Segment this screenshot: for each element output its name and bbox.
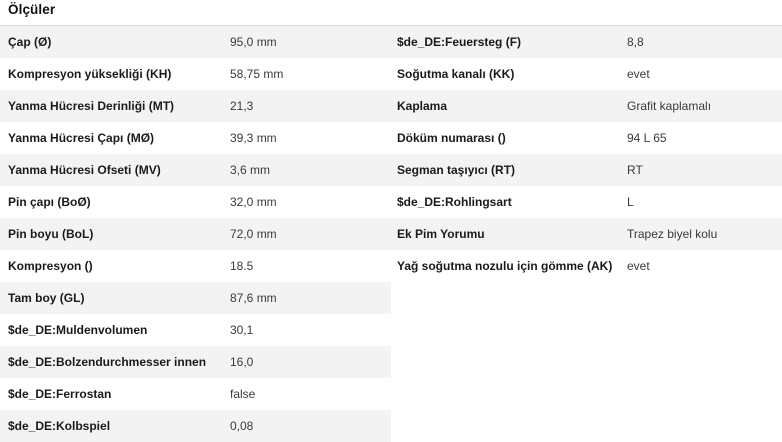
spec-value: evet xyxy=(627,259,650,273)
spec-value: false xyxy=(230,387,256,401)
table-row xyxy=(0,378,391,410)
spec-value: 16,0 xyxy=(230,355,254,369)
spec-value: 87,6 mm xyxy=(230,291,277,305)
spec-label: Kompresyon yüksekliği (KH) xyxy=(8,67,172,81)
spec-label: $de_DE:Ferrostan xyxy=(8,387,112,401)
spec-label: Yanma Hücresi Derinliği (MT) xyxy=(8,99,175,113)
spec-label: $de_DE:Bolzendurchmesser innen xyxy=(8,355,207,369)
spec-label: Tam boy (GL) xyxy=(8,291,85,305)
spec-label: Çap (Ø) xyxy=(8,35,52,49)
spec-value: evet xyxy=(627,67,650,81)
spec-value: 18.5 xyxy=(230,259,254,273)
spec-value: 32,0 mm xyxy=(230,195,277,209)
spec-label: Kaplama xyxy=(397,99,448,113)
spec-label: $de_DE:Feuersteg (F) xyxy=(397,35,522,49)
table-row xyxy=(0,186,391,218)
spec-label: Yanma Hücresi Çapı (MØ) xyxy=(8,131,155,145)
table-row xyxy=(0,90,391,122)
spec-value: 30,1 xyxy=(230,323,254,337)
spec-label: Pin boyu (BoL) xyxy=(8,227,94,241)
spec-value: 39,3 mm xyxy=(230,131,277,145)
table-row xyxy=(0,250,391,282)
panel-title: Ölçüler xyxy=(0,0,782,26)
table-row xyxy=(391,90,782,122)
table-row xyxy=(0,58,391,90)
table-row xyxy=(0,314,391,346)
table-row xyxy=(391,154,782,186)
spec-value: 8,8 xyxy=(627,35,644,49)
spec-label: Soğutma kanalı (KK) xyxy=(397,67,515,81)
table-row xyxy=(391,186,782,218)
spec-label: Yanma Hücresi Ofseti (MV) xyxy=(8,163,161,177)
spec-value: 94 L 65 xyxy=(627,131,667,145)
spec-value: L xyxy=(627,195,634,209)
spec-value: 58,75 mm xyxy=(230,67,284,81)
table-row xyxy=(391,250,782,282)
spec-value: 0,08 xyxy=(230,419,254,433)
spec-label: Pin çapı (BoØ) xyxy=(8,195,91,209)
spec-value: 21,3 xyxy=(230,99,254,113)
spec-label: $de_DE:Muldenvolumen xyxy=(8,323,148,337)
spec-value: Grafit kaplamalı xyxy=(627,99,712,113)
spec-label: Döküm numarası () xyxy=(397,131,506,145)
table-row xyxy=(0,282,391,314)
table-row xyxy=(0,154,391,186)
specifications-columns xyxy=(0,26,782,442)
spec-label: $de_DE:Kolbspiel xyxy=(8,419,111,433)
table-row xyxy=(391,218,782,250)
spec-label: Yağ soğutma nozulu için gömme (AK) xyxy=(397,259,613,273)
left-specifications-column xyxy=(0,26,391,442)
spec-label: $de_DE:Rohlingsart xyxy=(397,195,512,209)
spec-label: Segman taşıyıcı (RT) xyxy=(397,163,516,177)
spec-value: Trapez biyel kolu xyxy=(627,227,718,241)
spec-value: 72,0 mm xyxy=(230,227,277,241)
spec-value: RT xyxy=(627,163,643,177)
spec-label: Kompresyon () xyxy=(8,259,93,273)
table-row xyxy=(0,122,391,154)
table-row xyxy=(391,122,782,154)
spec-label: Ek Pim Yorumu xyxy=(397,227,485,241)
table-row xyxy=(0,26,391,58)
table-row xyxy=(0,218,391,250)
table-row xyxy=(0,410,391,442)
table-row xyxy=(0,346,391,378)
spec-value: 95,0 mm xyxy=(230,35,277,49)
spec-value: 3,6 mm xyxy=(230,163,271,177)
table-row xyxy=(391,58,782,90)
table-row xyxy=(391,26,782,58)
right-specifications-column xyxy=(391,26,782,282)
